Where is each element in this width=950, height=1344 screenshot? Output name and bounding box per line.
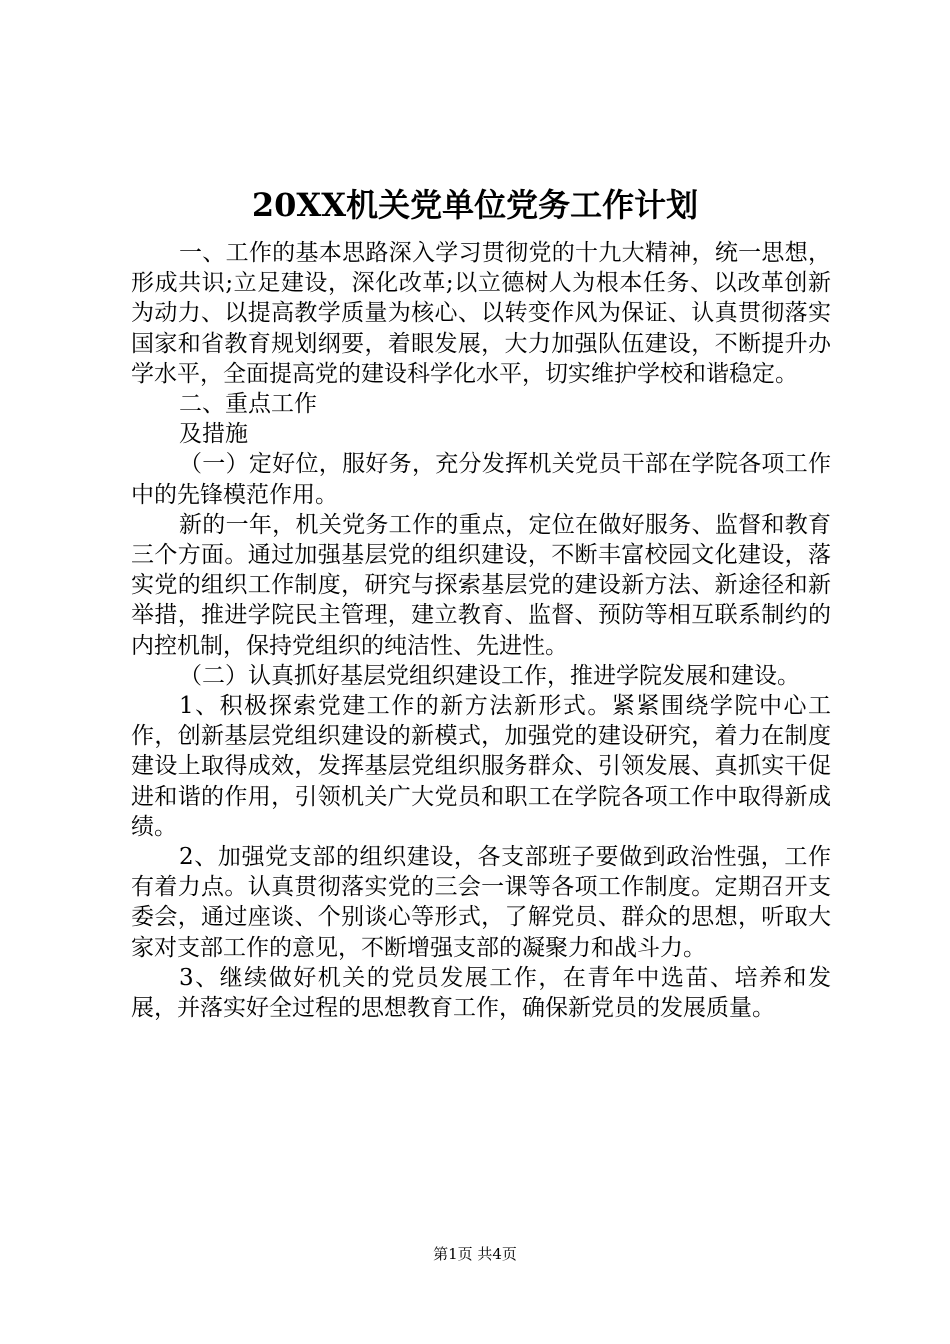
paragraph-key-work-heading: 二、重点工作 bbox=[179, 391, 317, 418]
paragraph-item-2: 2、加强党支部的组织建设，各支部班子要做到政治性强，工作有着力点。认真贯彻落实党的三会一课等各项工作制度。定期召开支委会，通过座谈、个别谈心等形式，了解党员、群众的思想，听取大家对支部工作的意见，不断增强支部的凝聚力和战斗力。 bbox=[131, 844, 831, 961]
paragraph-section-one-heading: （一）定好位，服好务，充分发挥机关党员干部在学院各项工作中的先锋模范作用。 bbox=[131, 451, 831, 508]
document-body bbox=[131, 238, 831, 1023]
paragraph-basic-approach: 一、工作的基本思路深入学习贯彻党的十九大精神，统一思想，形成共识;立足建设，深化改革;以立德树人为根本任务、以改革创新为动力、以提高教学质量为核心、以转变作风为保证、认真贯彻落实国家和省教育规划纲要，着眼发展，大力加强队伍建设，不断提升办学水平，全面提高党的建设科学化水平，切实维护学校和谐稳定。 bbox=[131, 240, 831, 387]
paragraph-new-year-focus: 新的一年，机关党务工作的重点，定位在做好服务、监督和教育三个方面。通过加强基层党的组织建设，不断丰富校园文化建设，落实党的组织工作制度，研究与探索基层党的建设新方法、新途径和新举措，推进学院民主管理，建立教育、监督、预防等相互联系制约的内控机制，保持党组织的纯洁性、先进性。 bbox=[131, 511, 831, 659]
page-footer: 第1页 共4页 bbox=[433, 1245, 517, 1263]
paragraph-measures-heading: 及措施 bbox=[179, 421, 248, 448]
paragraph-item-3: 3、继续做好机关的党员发展工作，在青年中选苗、培养和发展，并落实好全过程的思想教育工作，确保新党员的发展质量。 bbox=[131, 964, 831, 1022]
paragraph-section-two-heading: （二）认真抓好基层党组织建设工作，推进学院发展和建设。 bbox=[179, 662, 800, 689]
document-title: 20XX机关党单位党务工作计划 bbox=[251, 186, 699, 224]
paragraph-item-1: 1、积极探索党建工作的新方法新形式。紧紧围绕学院中心工作，创新基层党组织建设的新模式，加强党的建设研究，着力在制度建设上取得成效，发挥基层党组织服务群众、引领发展、真抓实干促进和谐的作用，引领机关广大党员和职工在学院各项工作中取得新成绩。 bbox=[131, 693, 831, 840]
